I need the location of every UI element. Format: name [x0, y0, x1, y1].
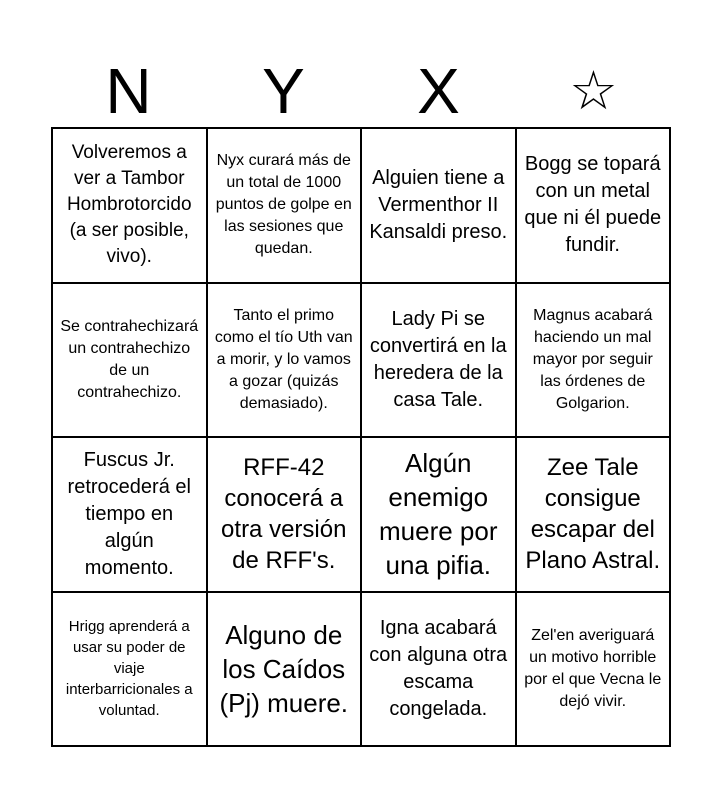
bingo-cell[interactable]: Volveremos a ver a Tambor Hombrotorcido (a ser posible, vivo). — [53, 129, 208, 284]
bingo-cell[interactable]: Igna acabará con alguna otra escama congelada. — [362, 593, 517, 748]
star-icon: ☆ — [569, 59, 618, 122]
header-letter-n: N — [105, 55, 152, 127]
bingo-cell[interactable]: Fuscus Jr. retrocederá el tiempo en algún momento. — [53, 438, 208, 593]
header-letter-x: X — [417, 55, 460, 127]
bingo-cell[interactable]: Hrigg aprenderá a usar su poder de viaje interbarricionales a voluntad. — [53, 593, 208, 748]
bingo-cell[interactable]: Magnus acabará haciendo un mal mayor por seguir las órdenes de Golgarion. — [517, 284, 672, 439]
bingo-header — [51, 55, 671, 127]
bingo-cell[interactable]: Lady Pi se convertirá en la heredera de la casa Tale. — [362, 284, 517, 439]
bingo-cell[interactable]: Zee Tale consigue escapar del Plano Astral. — [517, 438, 672, 593]
bingo-cell[interactable]: RFF-42 conocerá a otra versión de RFF's. — [208, 438, 363, 593]
header-letter-y: Y — [262, 55, 305, 127]
bingo-cell[interactable]: Bogg se topará con un metal que ni él puede fundir. — [517, 129, 672, 284]
bingo-cell[interactable]: Alguien tiene a Vermenthor II Kansaldi preso. — [362, 129, 517, 284]
bingo-cell[interactable]: Nyx curará más de un total de 1000 puntos de golpe en las sesiones que quedan. — [208, 129, 363, 284]
bingo-cell[interactable]: Algún enemigo muere por una pifia. — [362, 438, 517, 593]
bingo-cell[interactable]: Zel'en averiguará un motivo horrible por el que Vecna le dejó vivir. — [517, 593, 672, 748]
bingo-cell[interactable]: Alguno de los Caídos (Pj) muere. — [208, 593, 363, 748]
bingo-cell[interactable]: Tanto el primo como el tío Uth van a morir, y lo vamos a gozar (quizás demasiado). — [208, 284, 363, 439]
bingo-grid — [51, 127, 671, 747]
bingo-cell[interactable]: Se contrahechizará un contrahechizo de un contrahechizo. — [53, 284, 208, 439]
